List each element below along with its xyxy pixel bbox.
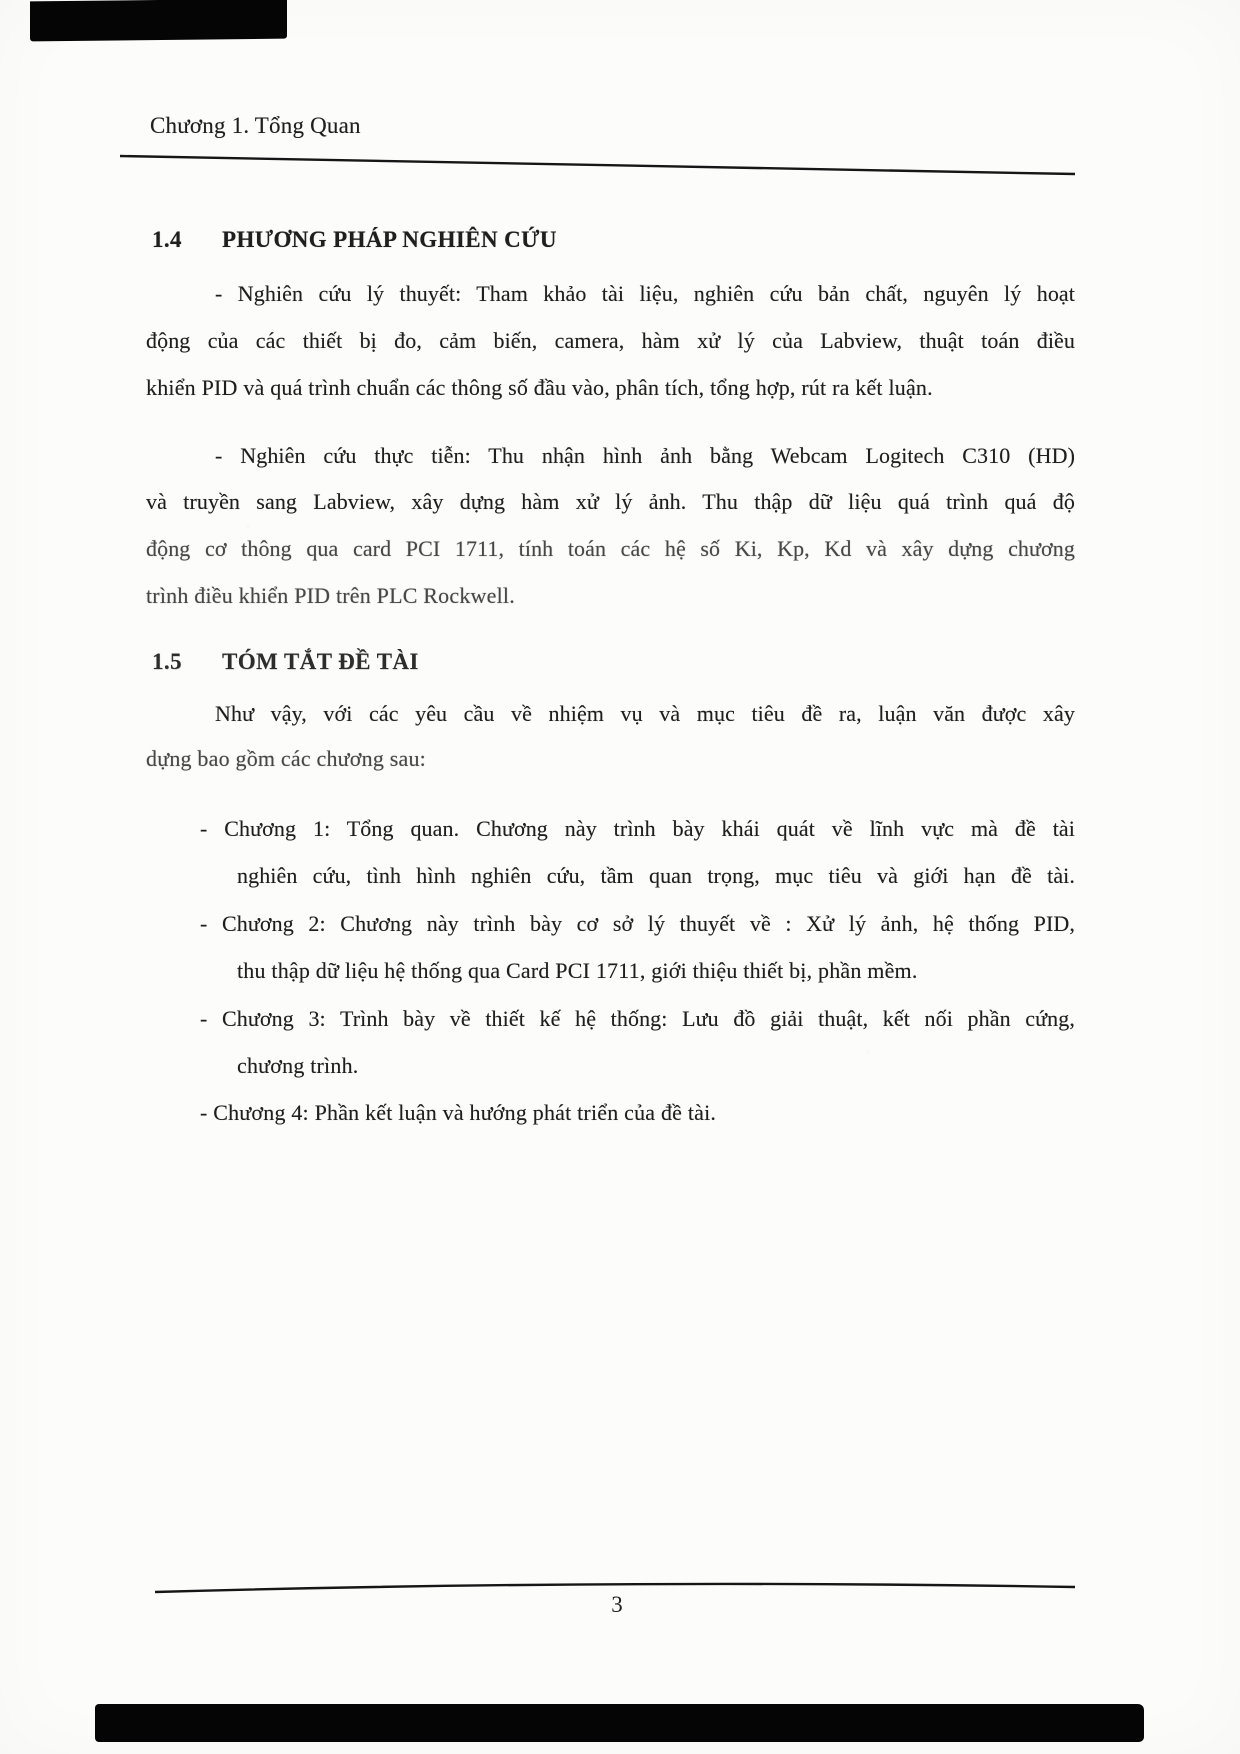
scan-artifact-top — [30, 0, 287, 41]
section-1-4-title: PHƯƠNG PHÁP NGHIÊN CỨU — [222, 227, 557, 252]
text-line: - Nghiên cứu thực tiễn: Thu nhận hình ảnh bằng Webcam Logitech C310 (HD) — [215, 443, 1075, 468]
chapter-list-item-line: - Chương 3: Trình bày về thiết kế hệ thống: Lưu đồ giải thuật, kết nối phần cứng, — [200, 1006, 1075, 1031]
chapter-list-item-line: - Chương 4: Phần kết luận và hướng phát triển của đề tài. — [200, 1100, 717, 1125]
chapter-list-item-line: thu thập dữ liệu hệ thống qua Card PCI 1711, giới thiệu thiết bị, phần mềm. — [237, 958, 918, 983]
section-1-5-title: TÓM TẮT ĐỀ TÀI — [222, 649, 419, 674]
chapter-list-item-line: - Chương 2: Chương này trình bày cơ sở lý thuyết về : Xử lý ảnh, hệ thống PID, — [200, 911, 1075, 936]
text-line: và truyền sang Labview, xây dựng hàm xử lý ảnh. Thu thập dữ liệu quá trình quá độ — [146, 489, 1075, 514]
page-number: 3 — [611, 1592, 623, 1617]
chapter-list-item-line: - Chương 1: Tổng quan. Chương này trình bày khái quát về lĩnh vực mà đề tài — [200, 816, 1075, 841]
chapter-list-item-line: chương trình. — [237, 1053, 359, 1078]
scan-artifact-bottom — [95, 1704, 1144, 1742]
text-line: động của các thiết bị đo, cảm biến, camera, hàm xử lý của Labview, thuật toán điều — [146, 328, 1075, 353]
section-1-5-number: 1.5 — [152, 649, 182, 674]
text-line: dựng bao gồm các chương sau: — [146, 746, 426, 771]
chapter-list-item-line: nghiên cứu, tình hình nghiên cứu, tầm quan trọng, mục tiêu và giới hạn đề tài. — [237, 863, 1075, 888]
text-line: động cơ thông qua card PCI 1711, tính toán các hệ số Ki, Kp, Kd và xây dựng chương — [146, 536, 1075, 561]
text-line: Như vậy, với các yêu cầu về nhiệm vụ và mục tiêu đề ra, luận văn được xây — [215, 701, 1075, 726]
text-line: khiển PID và quá trình chuẩn các thông số đầu vào, phân tích, tổng hợp, rút ra kết luận. — [146, 375, 933, 400]
running-header-title: Chương 1. Tổng Quan — [150, 113, 361, 138]
section-1-4-number: 1.4 — [152, 227, 182, 252]
text-line: trình điều khiển PID trên PLC Rockwell. — [146, 583, 515, 608]
text-line: - Nghiên cứu lý thuyết: Tham khảo tài liệu, nghiên cứu bản chất, nguyên lý hoạt — [215, 281, 1075, 306]
header-rule — [118, 146, 1080, 182]
